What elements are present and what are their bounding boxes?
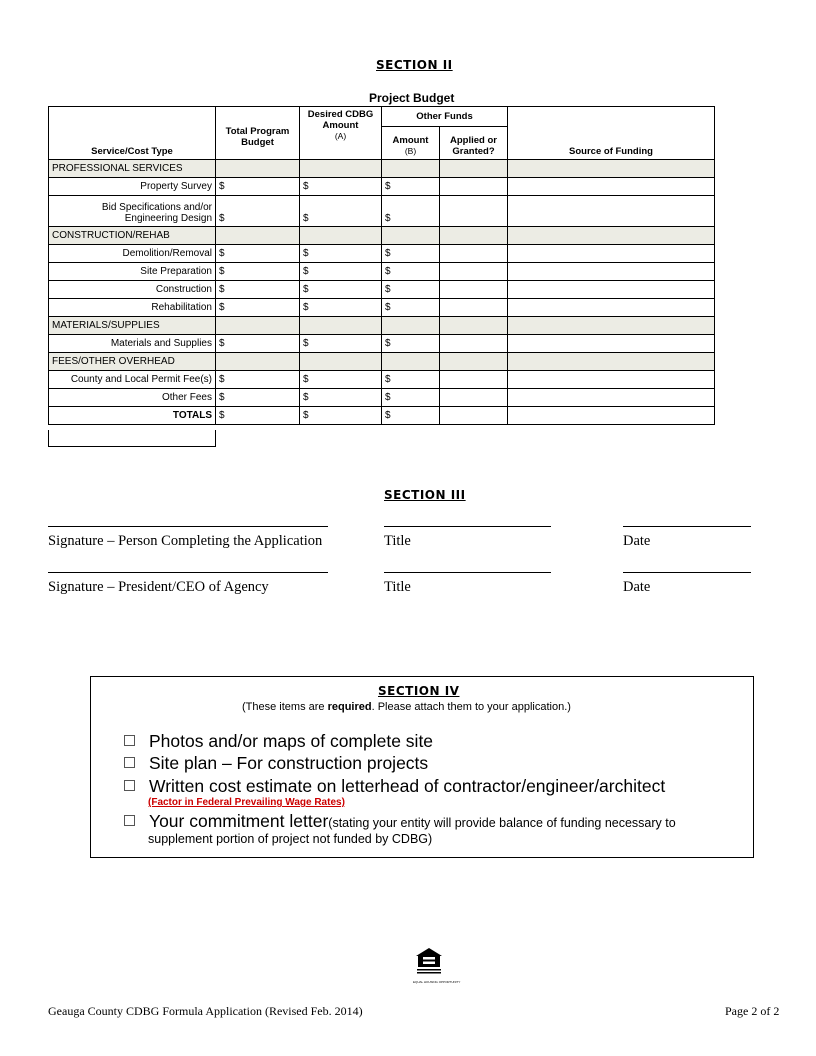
row-label-line1: Bid Specifications and/or bbox=[101, 201, 212, 213]
equal-housing-opportunity-icon bbox=[413, 946, 461, 984]
checkbox[interactable] bbox=[124, 780, 135, 791]
header-amount-sub: (B) bbox=[404, 145, 417, 156]
title-line-2[interactable] bbox=[384, 572, 551, 573]
row-label: Property Survey bbox=[49, 177, 216, 195]
amount-cell[interactable]: $ bbox=[382, 334, 440, 352]
title-label-1: Title bbox=[384, 533, 411, 549]
table-row-rehabilitation bbox=[49, 298, 715, 316]
category-label: FEES/OTHER OVERHEAD bbox=[49, 352, 216, 370]
amount-cell[interactable]: $ bbox=[382, 262, 440, 280]
row-label: Materials and Supplies bbox=[49, 334, 216, 352]
title-line-1[interactable] bbox=[384, 526, 551, 527]
header-amount-label: Amount bbox=[392, 134, 429, 146]
checkbox[interactable] bbox=[124, 815, 135, 826]
header-desired-sub: (A) bbox=[334, 131, 347, 141]
date-line-2[interactable] bbox=[623, 572, 751, 573]
desired-cell[interactable]: $ bbox=[300, 406, 382, 424]
header-applied-granted: Applied or Granted? bbox=[440, 126, 508, 159]
totals-label: TOTALS bbox=[49, 406, 216, 424]
source-cell[interactable] bbox=[508, 195, 715, 226]
category-label: PROFESSIONAL SERVICES bbox=[49, 159, 216, 177]
date-label-2: Date bbox=[623, 579, 651, 595]
source-cell[interactable] bbox=[508, 370, 715, 388]
date-line-1[interactable] bbox=[623, 526, 751, 527]
checkbox[interactable] bbox=[124, 757, 135, 768]
date-label-1: Date bbox=[623, 533, 651, 549]
amount-cell[interactable]: $ bbox=[382, 195, 440, 226]
checklist-item-commitment bbox=[124, 811, 676, 832]
signature-label-1: Signature – Person Completing the Application bbox=[48, 533, 323, 549]
item-label: Written cost estimate on letterhead of contractor/engineer/architect bbox=[149, 776, 666, 796]
source-cell[interactable] bbox=[508, 262, 715, 280]
category-label: MATERIALS/SUPPLIES bbox=[49, 316, 216, 334]
header-other-funds: Other Funds bbox=[382, 107, 508, 127]
header-amount bbox=[382, 126, 440, 159]
category-label: CONSTRUCTION/REHAB bbox=[49, 226, 216, 244]
project-budget-table bbox=[48, 106, 715, 425]
total-cell[interactable]: $ bbox=[216, 177, 300, 195]
amount-cell[interactable]: $ bbox=[382, 370, 440, 388]
desired-cell[interactable]: $ bbox=[300, 298, 382, 316]
required-note-post: . Please attach them to your application.) bbox=[371, 701, 571, 713]
amount-cell[interactable]: $ bbox=[382, 244, 440, 262]
category-row-professional bbox=[49, 159, 715, 177]
source-cell[interactable] bbox=[508, 244, 715, 262]
commitment-detail-line-2: supplement portion of project not funded by CDBG) bbox=[148, 832, 433, 846]
equal-housing-text: EQUAL HOUSING OPPORTUNITY bbox=[413, 980, 461, 984]
desired-cell[interactable]: $ bbox=[300, 370, 382, 388]
row-label: Rehabilitation bbox=[49, 298, 216, 316]
checklist-item-site-plan bbox=[124, 753, 428, 774]
desired-cell[interactable]: $ bbox=[300, 262, 382, 280]
amount-cell[interactable]: $ bbox=[382, 388, 440, 406]
total-cell[interactable]: $ bbox=[216, 370, 300, 388]
header-service-cost-type: Service/Cost Type bbox=[49, 107, 216, 160]
desired-cell[interactable]: $ bbox=[300, 388, 382, 406]
required-note-bold: required bbox=[327, 701, 372, 713]
applied-cell[interactable] bbox=[440, 334, 508, 352]
signature-line-1[interactable] bbox=[48, 526, 328, 527]
header-total-program-budget: Total Program Budget bbox=[216, 107, 300, 160]
checkbox[interactable] bbox=[124, 735, 135, 746]
header-desired-cdbg-label: Desired CDBG Amount bbox=[307, 109, 374, 131]
table-row-construction bbox=[49, 280, 715, 298]
desired-cell[interactable]: $ bbox=[300, 280, 382, 298]
applied-cell[interactable] bbox=[440, 177, 508, 195]
desired-cell[interactable]: $ bbox=[300, 177, 382, 195]
project-budget-title: Project Budget bbox=[369, 91, 455, 105]
row-label: Construction bbox=[49, 280, 216, 298]
category-row-fees bbox=[49, 352, 715, 370]
desired-cell[interactable]: $ bbox=[300, 244, 382, 262]
item-detail: (stating your entity will provide balance of funding necessary to bbox=[328, 816, 676, 830]
applied-cell[interactable] bbox=[440, 195, 508, 226]
total-cell[interactable]: $ bbox=[216, 262, 300, 280]
amount-cell[interactable]: $ bbox=[382, 177, 440, 195]
section-ii-title: SECTION II bbox=[376, 58, 453, 72]
total-cell[interactable]: $ bbox=[216, 195, 300, 226]
desired-cell[interactable]: $ bbox=[300, 334, 382, 352]
section-iv-title: SECTION IV bbox=[378, 684, 460, 698]
desired-cell[interactable]: $ bbox=[300, 195, 382, 226]
table-row-other-fees bbox=[49, 388, 715, 406]
category-row-construction bbox=[49, 226, 715, 244]
checklist-item-written-cost bbox=[124, 776, 665, 797]
total-cell[interactable]: $ bbox=[216, 280, 300, 298]
source-cell[interactable] bbox=[508, 280, 715, 298]
prevailing-wage-note: (Factor in Federal Prevailing Wage Rates) bbox=[148, 797, 345, 808]
applied-cell[interactable] bbox=[440, 388, 508, 406]
row-label: Demolition/Removal bbox=[49, 244, 216, 262]
header-blank bbox=[508, 107, 715, 127]
row-label: Site Preparation bbox=[49, 262, 216, 280]
table-row-materials bbox=[49, 334, 715, 352]
table-row-property-survey bbox=[49, 177, 715, 195]
table-row-demolition bbox=[49, 244, 715, 262]
item-label: Site plan – For construction projects bbox=[149, 753, 429, 773]
total-cell[interactable]: $ bbox=[216, 244, 300, 262]
row-label: Other Fees bbox=[49, 388, 216, 406]
header-desired-cdbg bbox=[300, 107, 382, 160]
table-row-bid-specs bbox=[49, 195, 715, 226]
source-cell[interactable] bbox=[508, 406, 715, 424]
row-label bbox=[49, 195, 216, 226]
amount-cell[interactable]: $ bbox=[382, 406, 440, 424]
source-cell[interactable] bbox=[508, 298, 715, 316]
source-cell[interactable] bbox=[508, 334, 715, 352]
required-note bbox=[242, 701, 571, 713]
section-iii-title: SECTION III bbox=[384, 488, 466, 502]
total-cell[interactable]: $ bbox=[216, 334, 300, 352]
applied-cell[interactable] bbox=[440, 298, 508, 316]
source-cell[interactable] bbox=[508, 177, 715, 195]
applied-cell[interactable] bbox=[440, 244, 508, 262]
total-cell[interactable]: $ bbox=[216, 406, 300, 424]
row-label: County and Local Permit Fee(s) bbox=[49, 370, 216, 388]
total-cell[interactable]: $ bbox=[216, 298, 300, 316]
signature-line-2[interactable] bbox=[48, 572, 328, 573]
footer-left: Geauga County CDBG Formula Application (Revised Feb. 2014) bbox=[48, 1004, 363, 1018]
applied-cell[interactable] bbox=[440, 280, 508, 298]
extra-blank-cell[interactable] bbox=[48, 430, 216, 447]
item-label: Photos and/or maps of complete site bbox=[149, 731, 434, 751]
source-cell[interactable] bbox=[508, 388, 715, 406]
category-row-materials bbox=[49, 316, 715, 334]
applied-cell[interactable] bbox=[440, 406, 508, 424]
table-row-permit-fees bbox=[49, 370, 715, 388]
applied-cell[interactable] bbox=[440, 370, 508, 388]
required-note-pre: (These items are bbox=[242, 701, 328, 713]
applied-cell[interactable] bbox=[440, 262, 508, 280]
footer-page-number: Page 2 of 2 bbox=[725, 1004, 780, 1018]
row-label-line2: Engineering Design bbox=[124, 212, 212, 224]
item-label: Your commitment letter bbox=[149, 811, 329, 831]
signature-label-2: Signature – President/CEO of Agency bbox=[48, 579, 269, 595]
amount-cell[interactable]: $ bbox=[382, 280, 440, 298]
title-label-2: Title bbox=[384, 579, 411, 595]
total-cell[interactable]: $ bbox=[216, 388, 300, 406]
table-row-site-prep bbox=[49, 262, 715, 280]
table-row-totals bbox=[49, 406, 715, 424]
header-source-of-funding: Source of Funding bbox=[508, 126, 715, 159]
amount-cell[interactable]: $ bbox=[382, 298, 440, 316]
checklist-item-photos bbox=[124, 731, 433, 752]
